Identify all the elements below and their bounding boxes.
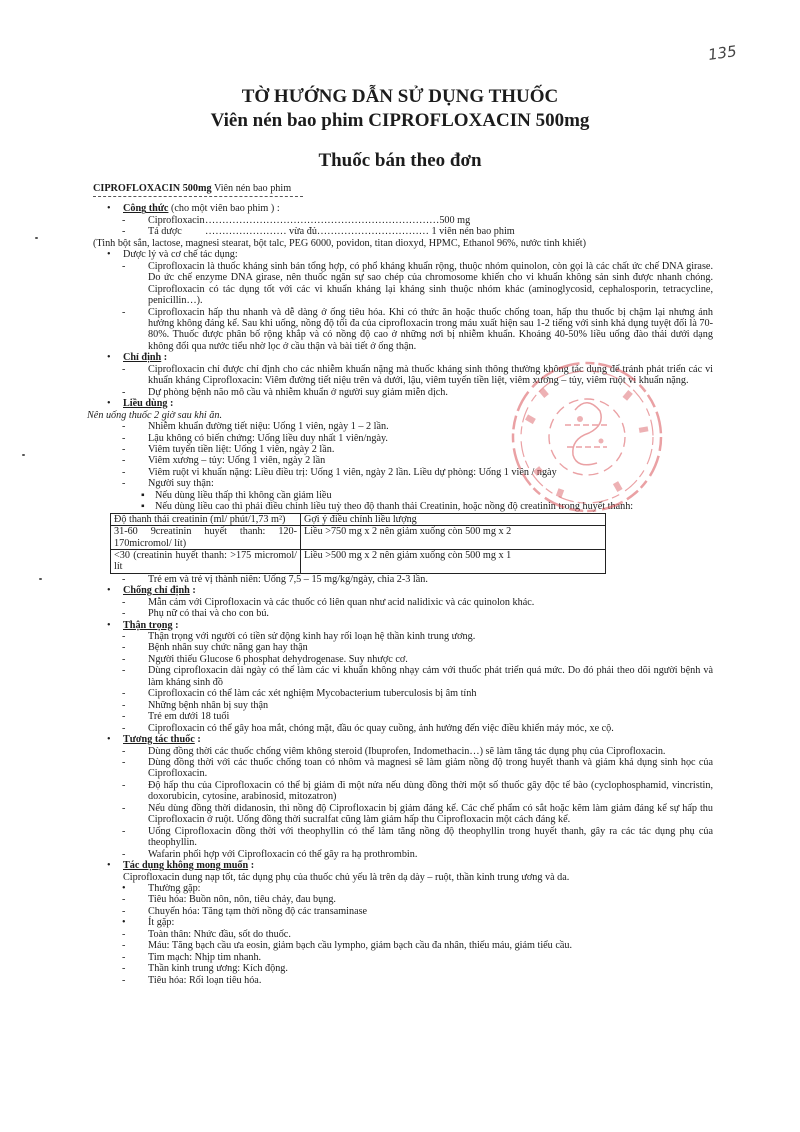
renal-item: ▪ Nếu dùng liều cao thì phải điều chỉnh liều tuỳ theo độ thanh thải Creatinin, hoặc nồng độ creatinin trong huyết thanh: (141, 501, 634, 513)
product-name: CIPROFLOXACIN 500mg (93, 183, 212, 194)
interaction-item: - Dùng đồng thời các thuốc chống viêm không steroid (Ibuprofen, Indomethacin…) sẽ làm tăng tác dụng phụ của Ciprofloxacin. (122, 745, 666, 757)
indications-heading: • Chỉ định : (107, 352, 168, 364)
precaution-item: - Trẻ em dưới 18 tuổi (122, 711, 230, 723)
side-effect-item: - Chuyển hóa: Tăng tạm thời nồng độ các transaminase (122, 905, 368, 917)
product-line (93, 183, 713, 194)
side-effects-common-label: • Thường gặp: (122, 882, 201, 894)
interaction-item: - Độ hấp thu của Ciprofloxacin có thể bị giảm đi một nửa nếu dùng đồng thời một số thuốc gây độc tế bào (cyclophosphamid, vincristin, doxorubicin, cytosine, arabinosid, mitozatron) (122, 779, 713, 803)
side-effects-heading: • Tác dụng không mong muốn : (107, 860, 255, 872)
dosage-item: - Viêm xương – tủy: Uống 1 viên, ngày 2 lần (122, 455, 326, 467)
precaution-item: - Bệnh nhân suy chức năng gan hay thận (122, 642, 308, 654)
side-effect-item: - Máu: Tăng bạch cầu ưa eosin, giảm bạch cầu lympho, giảm bạch cầu đa nhân, thiếu máu, giảm tiểu cầu. (122, 940, 573, 952)
dosage-item: - Lậu không có biến chứng: Uống liều duy nhất 1 viên/ngày. (122, 432, 388, 444)
pharmacology-heading: • Dược lý và cơ chế tác dụng: (107, 249, 238, 261)
dosage-item: - Viêm tuyến tiền liệt: Uống 1 viên, ngày 2 lần. (122, 443, 335, 455)
composition-item: - Ciprofloxacin……………………………………………………………500 mg (122, 214, 471, 226)
table-row (111, 549, 606, 573)
excipients-note: (Tinh bột sắn, lactose, magnesi stearat, bột talc, PEG 6000, povidon, titan dioxyd, HPMC, Ethanol 96%, nước tinh khiết) (93, 237, 586, 249)
precaution-item: - Người thiếu Glucose 6 phosphat dehydrogenase. Suy nhược cơ. (122, 653, 408, 665)
document-title: TỜ HƯỚNG DẪN SỬ DỤNG THUỐC (241, 86, 559, 107)
dashed-separator (93, 196, 303, 200)
interaction-item: - Wafarin phối hợp với Ciprofloxacin có thể gây ra hạ prothrombin. (122, 848, 418, 860)
side-effect-item: - Tiêu hóa: Buồn nôn, nôn, tiêu chảy, đau bụng. (122, 894, 336, 906)
interaction-item: - Uống Ciprofloxacin đồng thời với theophyllin có thể làm tăng nồng độ theophyllin trong huyết thanh, gây ra các tác dụng phụ của theophyllin. (122, 825, 713, 849)
renal-dose-table (110, 513, 606, 574)
side-effect-item: - Tiêu hóa: Rối loạn tiêu hóa. (122, 974, 262, 986)
dosage-item: - Trẻ em và trẻ vị thành niên: Uống 7,5 – 15 mg/kg/ngày, chia 2-3 lần. (122, 573, 428, 585)
product-form: Viên nén bao phim (213, 183, 292, 194)
dosage-item: - Người suy thận: (122, 478, 214, 490)
scan-speck (39, 578, 42, 580)
interaction-item: - Dùng đồng thời với các thuốc chống toan có nhôm và magnesi sẽ làm giảm nồng độ trong huyết thanh và giảm khả dụng sinh học của Ciprofloxacin. (122, 756, 713, 780)
precaution-item: - Thận trọng với người có tiền sử động kinh hay rối loạn hệ thần kinh trung ương. (122, 630, 476, 642)
interactions-heading: • Tương tác thuốc : (107, 734, 201, 746)
precautions-heading: • Thận trọng : (107, 619, 179, 631)
contraindication-item: - Phụ nữ có thai và cho con bú. (122, 608, 269, 620)
leaflet-body (87, 183, 713, 986)
indication-item: - Dự phòng bệnh não mô cầu và nhiễm khuẩn ở người suy giảm miễn dịch. (122, 386, 448, 398)
precaution-item: - Dùng ciprofloxacin dài ngày có thể làm các vi khuẩn không nhạy cảm với thuốc phát triển quá mức. Do đó phải theo dõi người bệnh và làm kháng sinh đồ (122, 665, 713, 688)
handwritten-page-number: 135 (706, 42, 738, 64)
precaution-item: - Những bệnh nhân bị suy thận (122, 699, 269, 711)
side-effect-item: - Tim mạch: Nhịp tim nhanh. (122, 951, 262, 963)
table-cell: <30 (creatinin huyết thanh: >175 micromol/ lít (111, 549, 301, 573)
composition-item: - Tá dược …………………… vừa đủ…………………………… 1 viên nén bao phim (122, 226, 515, 238)
table-header-cell: Gợi ý điều chỉnh liều lượng (301, 513, 606, 525)
document-subtitle: Viên nén bao phim CIPROFLOXACIN 500mg (210, 110, 590, 131)
contraindication-item: - Mẫn cảm với Ciprofloxacin và các thuốc có liên quan như acid nalidixic và các quinolon khác. (122, 596, 535, 608)
precaution-item: - Ciprofloxacin có thể gây hoa mắt, chóng mặt, đầu óc quay cuồng, ảnh hưởng đến việc điều khiển máy móc, xe cộ. (122, 722, 614, 734)
prescription-notice: Thuốc bán theo đơn (318, 150, 482, 171)
table-cell: 31-60 9creatinin huyết thanh: 120-170micromol/ lít) (111, 526, 301, 550)
table-cell: Liều >750 mg x 2 nên giảm xuống còn 500 mg x 2 (301, 526, 606, 550)
scan-speck (35, 237, 38, 239)
side-effects-rare-label: • Ít gặp: (122, 917, 175, 929)
scan-speck (22, 454, 25, 456)
contraindications-heading: • Chống chỉ định : (107, 585, 196, 597)
pharmacology-item: - Ciprofloxacin là thuốc kháng sinh bán tổng hợp, có phổ kháng khuẩn rộng, thuộc nhóm quinolon, còn gọi là các chất ức chế DNA girase. Do ức chế enzyme DNA girase, nên thuốc ngăn sự sao chép của chromosome khiến cho vi khuẩn không sản sinh được nhanh chóng. Ciprofloxacin có tác dụng tốt với các vi khuẩn kháng lại kháng sinh thuộc nhóm khác (aminoglycosid, cephalosporin, tetracycline, penicillin…). (122, 260, 713, 307)
company-seal (505, 355, 670, 520)
precaution-item: - Ciprofloxacin có thể làm các xét nghiệm Mycobacterium tuberculosis bị âm tính (122, 688, 477, 700)
renal-item: ▪ Nếu dùng liều thấp thì không cần giảm liều (141, 489, 332, 501)
side-effect-item: - Toàn thân: Nhức đầu, sốt do thuốc. (122, 928, 291, 940)
table-row (111, 526, 606, 550)
table-cell: Liều >500 mg x 2 nên giảm xuống còn 500 mg x 1 (301, 549, 606, 573)
table-header-cell: Độ thanh thải creatinin (ml/ phút/1,73 m²) (111, 513, 301, 525)
pharmacology-item: - Ciprofloxacin hấp thu nhanh và dễ dàng ở ống tiêu hóa. Khi có thức ăn hoặc thuốc chống toan, hấp thu thuốc bị chậm lại nhưng ảnh hưởng không đáng kể. Sau khi uống, nồng độ tối đa của ciprofloxacin trong máu xuất hiện sau 1-2 tiếng với sinh khả dụng tuyệt đối là 70-80%. Thuốc được phân bố rộng khắp và có nồng độ cao ở những nơi bị nhiễm khuẩn. Khoảng 40-50% liều uống đào thải dưới dạng không đổi qua nước tiểu nhờ lọc ở cầu thận và bài tiết ở ống thận. (122, 306, 713, 352)
dosage-item: - Nhiễm khuẩn đường tiết niệu: Uống 1 viên, ngày 1 – 2 lần. (122, 421, 389, 433)
interaction-item: - Nếu dùng đồng thời didanosin, thì nồng độ Ciprofloxacin bị giảm đáng kể. Các chế phẩm có sắt hoặc kẽm làm giảm đáng kể sự hấp thu Ciprofloxacin ở ruột. Uống đồng thời sucralfat cũng làm giảm hấp thu Ciprofloxacin một cách đáng kể. (122, 802, 713, 826)
side-effects-intro: Ciprofloxacin dung nạp tốt, tác dụng phụ của thuốc chủ yếu là trên dạ dày – ruột, thần kinh trung ương và da. (123, 871, 570, 883)
composition-heading: • Công thức (cho một viên bao phim ) : (107, 203, 280, 215)
dosage-heading: • Liều dùng : (107, 398, 174, 410)
indication-item: - Ciprofloxacin chỉ được chỉ định cho các nhiễm khuẩn nặng mà thuốc kháng sinh thông thường không tác dụng để tránh phát triển các vi khuẩn kháng Ciprofloxacin: Viêm đường tiết niệu trên và dưới, lậu, viêm tuyến tiền liệt, viêm xương – tủy, viêm ruột vi khuẩn nặng. (122, 363, 713, 387)
dosage-note: Nên uống thuốc 2 giờ sau khi ăn. (87, 409, 223, 421)
dosage-item: - Viêm ruột vi khuẩn nặng: Liều điều trị: Uống 1 viên, ngày 2 lần. Liều dự phòng: Uống 1 viên / ngày (122, 466, 557, 478)
side-effect-item: - Thần kinh trung ương: Kích động. (122, 963, 288, 975)
